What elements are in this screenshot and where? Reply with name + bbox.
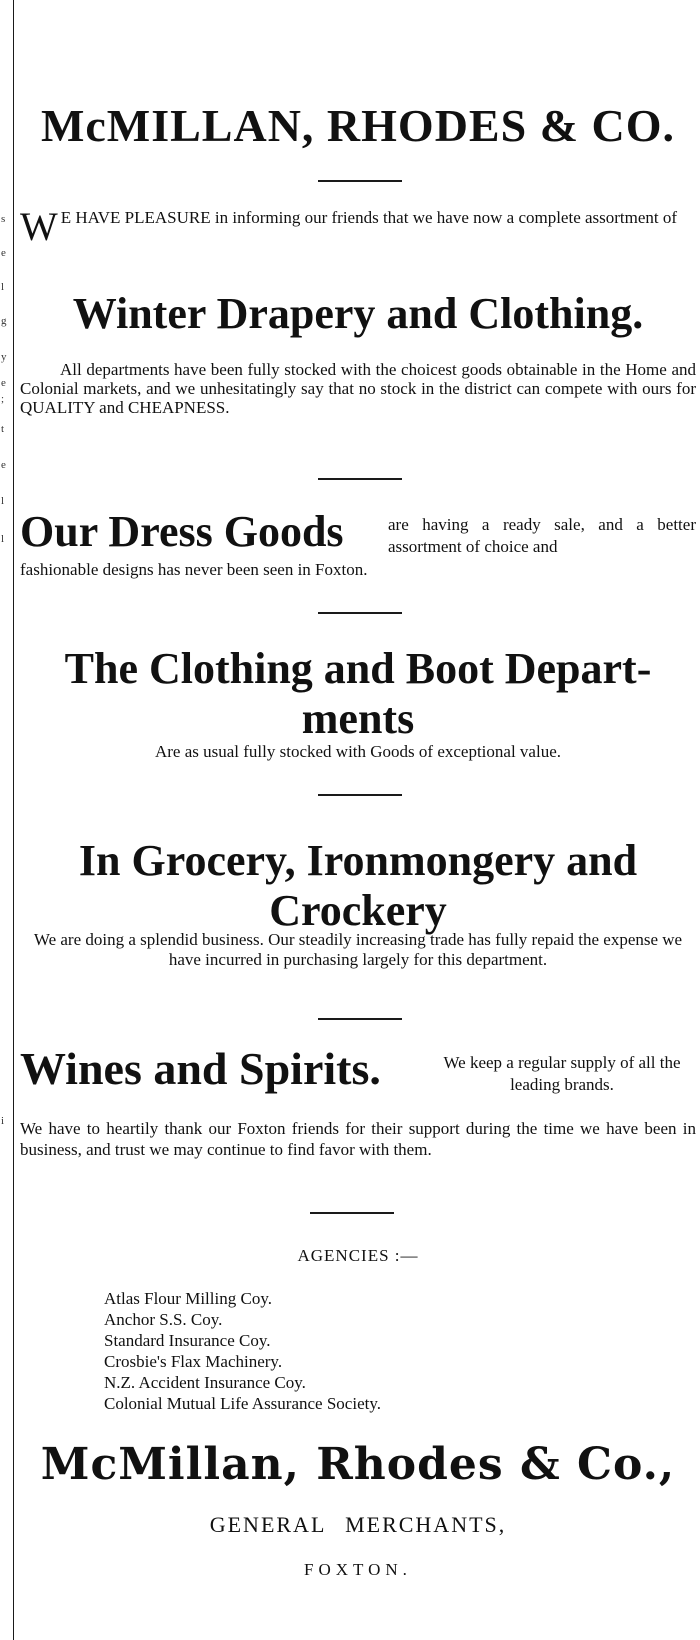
- margin-fragment: s: [1, 213, 6, 225]
- dress-continuation: fashionable designs has never been seen in Foxton.: [20, 560, 368, 579]
- winter-paragraph: All departments have been fully stocked with the choicest goods obtainable in the Home and Colonial markets, and we unhesitatingly say that no stock in the district can compete with ours for QUALITY and CHEAPNESS.: [20, 360, 696, 417]
- firm-title: McMILLAN, RHODES & CO.: [40, 100, 676, 151]
- agencies-heading: AGENCIES :—: [297, 1246, 419, 1265]
- agency-list: [104, 1288, 381, 1414]
- drop-cap: W: [20, 204, 58, 249]
- agency-item: N.Z. Accident Insurance Coy.: [104, 1373, 306, 1392]
- agency-item: Anchor S.S. Coy.: [104, 1310, 223, 1329]
- grocery-heading: In Grocery, Ironmongery and Crockery: [78, 836, 638, 935]
- margin-fragment: g: [1, 315, 7, 327]
- section-divider: [318, 478, 402, 480]
- town-line: FOXTON.: [304, 1560, 412, 1579]
- wines-side-text: We keep a regular supply of all the leading brands.: [443, 1053, 681, 1094]
- column-rule: [13, 0, 14, 1640]
- section-divider: [318, 180, 402, 182]
- section-divider: [318, 1018, 402, 1020]
- margin-fragment: ;: [1, 393, 5, 405]
- winter-heading: Winter Drapery and Clothing.: [72, 289, 644, 338]
- margin-fragment: e: [1, 377, 6, 389]
- section-divider: [310, 1212, 394, 1214]
- margin-fragment: t: [1, 423, 5, 435]
- margin-fragment: i: [1, 1115, 5, 1127]
- agency-item: Crosbie's Flax Machinery.: [104, 1352, 283, 1371]
- intro-text: E HAVE PLEASURE in informing our friends that we have now a complete assortment of: [60, 208, 678, 227]
- margin-fragment: e: [1, 459, 6, 471]
- agency-item: Colonial Mutual Life Assurance Society.: [104, 1394, 381, 1413]
- section-divider: [318, 794, 402, 796]
- agency-item: Standard Insurance Coy.: [104, 1331, 271, 1350]
- clothing-heading: The Clothing and Boot Depart-ments: [64, 644, 652, 743]
- grocery-paragraph: We are doing a splendid business. Our steadily increasing trade has fully repaid the expense we have incurred in purchasing largely for this department.: [33, 930, 683, 969]
- dress-heading: Our Dress Goods: [20, 507, 344, 556]
- section-divider: [318, 612, 402, 614]
- wines-heading: Wines and Spirits.: [20, 1043, 381, 1094]
- footer-firm-title: McMillan, Rhodes & Co.,: [40, 1439, 676, 1490]
- margin-fragment: l: [1, 533, 5, 545]
- intro-paragraph: [20, 204, 696, 249]
- trade-line: GENERAL MERCHANTS,: [209, 1512, 507, 1537]
- agency-item: Atlas Flour Milling Coy.: [104, 1289, 272, 1308]
- thanks-paragraph: We have to heartily thank our Foxton friends for their support during the time we have been in business, and trust we may continue to find favor with them.: [20, 1119, 696, 1159]
- dress-side-text: are having a ready sale, and a better assortment of choice and: [388, 515, 696, 556]
- clothing-paragraph: Are as usual fully stocked with Goods of exceptional value.: [154, 742, 561, 761]
- margin-fragment: l: [1, 495, 5, 507]
- margin-fragment: y: [1, 351, 7, 363]
- margin-fragment: e: [1, 247, 6, 259]
- margin-fragment: l: [1, 281, 5, 293]
